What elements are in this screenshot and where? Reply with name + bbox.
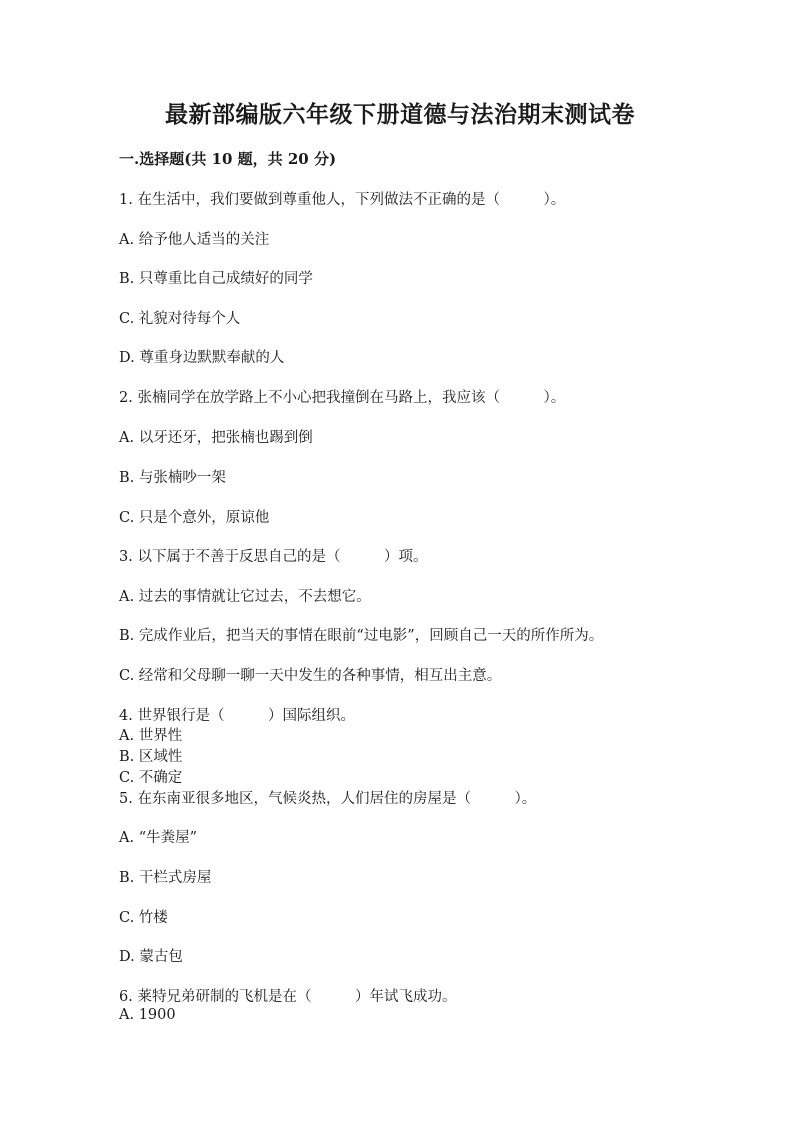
option-b: B. 区域性 <box>119 749 183 765</box>
question-stem: 6. 莱特兄弟研制的飞机是在（ ）年试飞成功。 <box>119 989 457 1005</box>
option-c: C. 不确定 <box>119 770 183 786</box>
option-c: C. 经常和父母聊一聊一天中发生的各种事情，相互出主意。 <box>119 668 502 684</box>
question-stem: 5. 在东南亚很多地区，气候炎热，人们居住的房屋是（ ）。 <box>119 791 537 807</box>
option-b: B. 干栏式房屋 <box>119 870 212 886</box>
option-a: A. 以牙还牙，把张楠也踢到倒 <box>119 430 313 446</box>
option-d: D. 尊重身边默默奉献的人 <box>119 350 285 366</box>
question-stem: 3. 以下属于不善于反思自己的是（ ）项。 <box>119 549 428 565</box>
question-stem: 1. 在生活中，我们要做到尊重他人，下列做法不正确的是（ ）。 <box>119 192 566 208</box>
option-d: D. 蒙古包 <box>119 949 183 965</box>
option-c: C. 礼貌对待每个人 <box>119 311 241 327</box>
option-c: C. 只是个意外，原谅他 <box>119 510 270 526</box>
page-title: 最新部编版六年级下册道德与法治期末测试卷 <box>165 101 635 128</box>
option-c: C. 竹楼 <box>119 910 168 926</box>
option-b: B. 与张楠吵一架 <box>119 470 226 486</box>
option-b: B. 只尊重比自己成绩好的同学 <box>119 271 313 287</box>
option-a: A. “牛粪屋” <box>119 830 198 846</box>
question-stem: 2. 张楠同学在放学路上不小心把我撞倒在马路上，我应该（ ）。 <box>119 390 566 406</box>
option-a: A. 1900 <box>119 1007 176 1023</box>
question-stem: 4. 世界银行是（ ）国际组织。 <box>119 708 355 724</box>
option-a: A. 给予他人适当的关注 <box>119 232 270 248</box>
option-b: B. 完成作业后，把当天的事情在眼前“过电影”，回顾自己一天的所作所为。 <box>119 628 604 644</box>
option-a: A. 世界性 <box>119 728 183 744</box>
section-heading: 一.选择题(共 10 题，共 20 分) <box>119 150 337 168</box>
option-a: A. 过去的事情就让它过去，不去想它。 <box>119 589 371 605</box>
